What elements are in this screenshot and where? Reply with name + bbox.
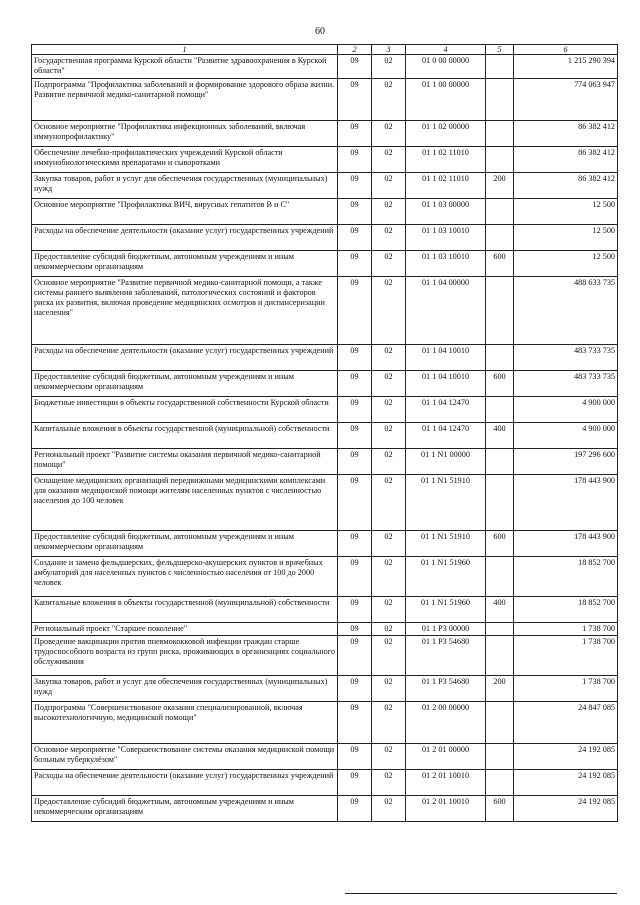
row-expense-type-cell: 200: [486, 173, 514, 199]
row-ministry-cell: 09: [338, 557, 372, 597]
row-name-cell: Расходы на обеспечение деятельности (оказание услуг) государственных учреждений: [32, 225, 338, 251]
row-target-code-cell: 01 1 03 00000: [406, 199, 486, 225]
row-name-cell: Региональный проект "Развитие системы оказания первичной медико-санитарной помощи": [32, 449, 338, 475]
row-amount-cell: 24 192 085: [514, 744, 618, 770]
row-section-cell: 02: [372, 121, 406, 147]
row-expense-type-cell: [486, 770, 514, 796]
row-name-cell: Региональный проект "Старшее поколение": [32, 623, 338, 636]
row-expense-type-cell: [486, 744, 514, 770]
row-amount-cell: 12 500: [514, 199, 618, 225]
row-expense-type-cell: [486, 397, 514, 423]
row-ministry-cell: 09: [338, 79, 372, 121]
row-target-code-cell: 01 1 N1 51910: [406, 531, 486, 557]
row-amount-cell: 1 215 290 394: [514, 55, 618, 79]
row-section-cell: 02: [372, 225, 406, 251]
table-row: [32, 121, 618, 147]
row-section-cell: 02: [372, 173, 406, 199]
column-number-row: [32, 45, 618, 55]
table-row: [32, 636, 618, 676]
row-target-code-cell: 01 1 00 00000: [406, 79, 486, 121]
row-expense-type-cell: [486, 623, 514, 636]
row-target-code-cell: 01 1 03 10010: [406, 251, 486, 277]
table-row: [32, 251, 618, 277]
row-amount-cell: 24 192 085: [514, 770, 618, 796]
row-target-code-cell: 01 1 04 12470: [406, 397, 486, 423]
bottom-divider: [345, 893, 617, 894]
row-ministry-cell: 09: [338, 251, 372, 277]
row-expense-type-cell: [486, 147, 514, 173]
row-ministry-cell: 09: [338, 423, 372, 449]
table-row: [32, 147, 618, 173]
row-name-cell: Оснащение медицинских организаций передвижными медицинскими комплексами для оказания медицинской помощи жителям населенных пунктов с численностью населения до 100 человек: [32, 475, 338, 531]
row-section-cell: 02: [372, 623, 406, 636]
row-section-cell: 02: [372, 55, 406, 79]
row-section-cell: 02: [372, 277, 406, 345]
row-section-cell: 02: [372, 557, 406, 597]
row-amount-cell: 24 847 085: [514, 702, 618, 744]
row-name-cell: Предоставление субсидий бюджетным, автономным учреждениям и иным некоммерческим организациям: [32, 251, 338, 277]
row-section-cell: 02: [372, 702, 406, 744]
row-ministry-cell: 09: [338, 597, 372, 623]
row-ministry-cell: 09: [338, 676, 372, 702]
row-amount-cell: 178 443 900: [514, 531, 618, 557]
row-target-code-cell: 01 2 01 10010: [406, 770, 486, 796]
row-expense-type-cell: 400: [486, 423, 514, 449]
row-ministry-cell: 09: [338, 55, 372, 79]
row-section-cell: 02: [372, 744, 406, 770]
table-row: [32, 423, 618, 449]
row-target-code-cell: 01 1 N1 51910: [406, 475, 486, 531]
table-body: [32, 55, 618, 822]
row-expense-type-cell: [486, 702, 514, 744]
row-expense-type-cell: 400: [486, 597, 514, 623]
table-row: [32, 173, 618, 199]
row-amount-cell: 4 900 000: [514, 423, 618, 449]
table-row: [32, 744, 618, 770]
row-amount-cell: 12 500: [514, 225, 618, 251]
row-expense-type-cell: 600: [486, 796, 514, 822]
row-amount-cell: 1 738 700: [514, 623, 618, 636]
row-amount-cell: 18 852 700: [514, 557, 618, 597]
row-section-cell: 02: [372, 597, 406, 623]
row-expense-type-cell: [486, 449, 514, 475]
row-expense-type-cell: 600: [486, 251, 514, 277]
row-section-cell: 02: [372, 676, 406, 702]
row-name-cell: Капитальные вложения в объекты государственной (муниципальной) собственности: [32, 423, 338, 449]
table-row: [32, 199, 618, 225]
row-name-cell: Предоставление субсидий бюджетным, автономным учреждениям и иным некоммерческим организациям: [32, 796, 338, 822]
table-row: [32, 225, 618, 251]
row-ministry-cell: 09: [338, 121, 372, 147]
row-name-cell: Обеспечение лечебно-профилактических учреждений Курской области иммунобиологическими препаратами и сыворотками: [32, 147, 338, 173]
row-target-code-cell: 01 1 N1 51960: [406, 597, 486, 623]
row-ministry-cell: 09: [338, 345, 372, 371]
row-amount-cell: 488 633 735: [514, 277, 618, 345]
row-target-code-cell: 01 2 01 10010: [406, 796, 486, 822]
row-section-cell: 02: [372, 371, 406, 397]
row-amount-cell: 86 382 412: [514, 173, 618, 199]
row-ministry-cell: 09: [338, 449, 372, 475]
row-name-cell: Расходы на обеспечение деятельности (оказание услуг) государственных учреждений: [32, 345, 338, 371]
row-expense-type-cell: [486, 199, 514, 225]
column-header: 2: [338, 45, 372, 55]
row-target-code-cell: 01 1 04 00000: [406, 277, 486, 345]
table-row: [32, 277, 618, 345]
row-section-cell: 02: [372, 449, 406, 475]
table-row: [32, 676, 618, 702]
row-amount-cell: 1 738 700: [514, 676, 618, 702]
row-target-code-cell: 01 1 03 10010: [406, 225, 486, 251]
row-ministry-cell: 09: [338, 277, 372, 345]
row-name-cell: Бюджетные инвестиции в объекты государственной собственности Курской области: [32, 397, 338, 423]
column-header: 1: [32, 45, 338, 55]
row-amount-cell: 483 733 735: [514, 345, 618, 371]
row-section-cell: 02: [372, 475, 406, 531]
column-header: 4: [406, 45, 486, 55]
table-row: [32, 79, 618, 121]
table-row: [32, 623, 618, 636]
row-target-code-cell: 01 1 P3 54680: [406, 676, 486, 702]
column-header: 6: [514, 45, 618, 55]
row-ministry-cell: 09: [338, 636, 372, 676]
row-amount-cell: 197 296 600: [514, 449, 618, 475]
row-ministry-cell: 09: [338, 531, 372, 557]
table-row: [32, 397, 618, 423]
row-ministry-cell: 09: [338, 796, 372, 822]
row-target-code-cell: 01 1 04 10010: [406, 371, 486, 397]
row-target-code-cell: 01 1 02 00000: [406, 121, 486, 147]
row-name-cell: Проведение вакцинации против пневмококковой инфекции граждан старше трудоспособного возраста из групп риска, проживающих в организациях социального обслуживания: [32, 636, 338, 676]
row-expense-type-cell: [486, 79, 514, 121]
row-name-cell: Капитальные вложения в объекты государственной (муниципальной) собственности: [32, 597, 338, 623]
row-ministry-cell: 09: [338, 475, 372, 531]
row-amount-cell: 483 733 735: [514, 371, 618, 397]
row-name-cell: Подпрограмма "Совершенствование оказания специализированной, включая высокотехнологичную, медицинской помощи": [32, 702, 338, 744]
row-name-cell: Основное мероприятие "Профилактика инфекционных заболеваний, включая иммунопрофилактику": [32, 121, 338, 147]
row-section-cell: 02: [372, 79, 406, 121]
row-amount-cell: 86 382 412: [514, 121, 618, 147]
row-expense-type-cell: [486, 636, 514, 676]
row-expense-type-cell: [486, 277, 514, 345]
column-header: 3: [372, 45, 406, 55]
row-expense-type-cell: [486, 121, 514, 147]
row-target-code-cell: 01 1 P3 00000: [406, 623, 486, 636]
row-name-cell: Основное мероприятие "Профилактика ВИЧ, вирусных гепатитов В и С": [32, 199, 338, 225]
row-ministry-cell: 09: [338, 225, 372, 251]
row-name-cell: Закупка товаров, работ и услуг для обеспечения государственных (муниципальных) нужд: [32, 173, 338, 199]
row-amount-cell: 24 192 085: [514, 796, 618, 822]
row-expense-type-cell: [486, 475, 514, 531]
table-row: [32, 770, 618, 796]
row-section-cell: 02: [372, 251, 406, 277]
row-target-code-cell: 01 1 P3 54680: [406, 636, 486, 676]
row-ministry-cell: 09: [338, 147, 372, 173]
column-header: 5: [486, 45, 514, 55]
row-ministry-cell: 09: [338, 397, 372, 423]
table-row: [32, 597, 618, 623]
table-row: [32, 449, 618, 475]
row-section-cell: 02: [372, 770, 406, 796]
row-target-code-cell: 01 1 02 11010: [406, 173, 486, 199]
row-section-cell: 02: [372, 147, 406, 173]
table-row: [32, 702, 618, 744]
row-amount-cell: 1 738 700: [514, 636, 618, 676]
row-expense-type-cell: [486, 557, 514, 597]
row-target-code-cell: 01 1 02 11010: [406, 147, 486, 173]
row-section-cell: 02: [372, 636, 406, 676]
row-name-cell: Закупка товаров, работ и услуг для обеспечения государственных (муниципальных) нужд: [32, 676, 338, 702]
table-row: [32, 475, 618, 531]
row-ministry-cell: 09: [338, 623, 372, 636]
budget-allocation-table: [31, 44, 618, 822]
row-section-cell: 02: [372, 796, 406, 822]
row-name-cell: Создание и замена фельдшерских, фельдшерско-акушерских пунктов и врачебных амбулаторий для населенных пунктов с численностью населения от 100 до 2000 человек: [32, 557, 338, 597]
table-row: [32, 55, 618, 79]
row-expense-type-cell: 600: [486, 371, 514, 397]
row-target-code-cell: 01 2 01 00000: [406, 744, 486, 770]
row-amount-cell: 12 500: [514, 251, 618, 277]
table-row: [32, 345, 618, 371]
row-name-cell: Предоставление субсидий бюджетным, автономным учреждениям и иным некоммерческим организациям: [32, 371, 338, 397]
row-expense-type-cell: [486, 225, 514, 251]
row-ministry-cell: 09: [338, 702, 372, 744]
row-section-cell: 02: [372, 345, 406, 371]
row-ministry-cell: 09: [338, 770, 372, 796]
row-ministry-cell: 09: [338, 371, 372, 397]
row-name-cell: Основное мероприятие "Развитие первичной медико-санитарной помощи, а также системы раннего выявления заболеваний, патологических состояний и факторов риска их развития, включая проведение медицинских осмотров и диспансеризации населения": [32, 277, 338, 345]
table-row: [32, 371, 618, 397]
row-expense-type-cell: 600: [486, 531, 514, 557]
row-target-code-cell: 01 1 04 12470: [406, 423, 486, 449]
row-amount-cell: 86 382 412: [514, 147, 618, 173]
row-section-cell: 02: [372, 531, 406, 557]
row-name-cell: Основное мероприятие "Совершенствование системы оказания медицинской помощи больным туберкулёзом": [32, 744, 338, 770]
page-number: 60: [315, 26, 325, 37]
row-amount-cell: 18 852 700: [514, 597, 618, 623]
row-target-code-cell: 01 1 N1 00000: [406, 449, 486, 475]
row-section-cell: 02: [372, 199, 406, 225]
row-amount-cell: 4 900 000: [514, 397, 618, 423]
row-amount-cell: 178 443 900: [514, 475, 618, 531]
row-section-cell: 02: [372, 397, 406, 423]
table-row: [32, 557, 618, 597]
row-expense-type-cell: [486, 55, 514, 79]
row-ministry-cell: 09: [338, 199, 372, 225]
row-expense-type-cell: 200: [486, 676, 514, 702]
table-row: [32, 796, 618, 822]
row-target-code-cell: 01 0 00 00000: [406, 55, 486, 79]
row-target-code-cell: 01 2 00 00000: [406, 702, 486, 744]
row-amount-cell: 774 063 947: [514, 79, 618, 121]
row-section-cell: 02: [372, 423, 406, 449]
row-name-cell: Предоставление субсидий бюджетным, автономным учреждениям и иным некоммерческим организациям: [32, 531, 338, 557]
row-name-cell: Подпрограмма "Профилактика заболеваний и формирование здорового образа жизни. Развитие первичной медико-санитарной помощи": [32, 79, 338, 121]
row-ministry-cell: 09: [338, 744, 372, 770]
table-row: [32, 531, 618, 557]
row-expense-type-cell: [486, 345, 514, 371]
row-name-cell: Государственная программа Курской области "Развитие здравоохранения в Курской области": [32, 55, 338, 79]
row-ministry-cell: 09: [338, 173, 372, 199]
row-name-cell: Расходы на обеспечение деятельности (оказание услуг) государственных учреждений: [32, 770, 338, 796]
row-target-code-cell: 01 1 04 10010: [406, 345, 486, 371]
row-target-code-cell: 01 1 N1 51960: [406, 557, 486, 597]
